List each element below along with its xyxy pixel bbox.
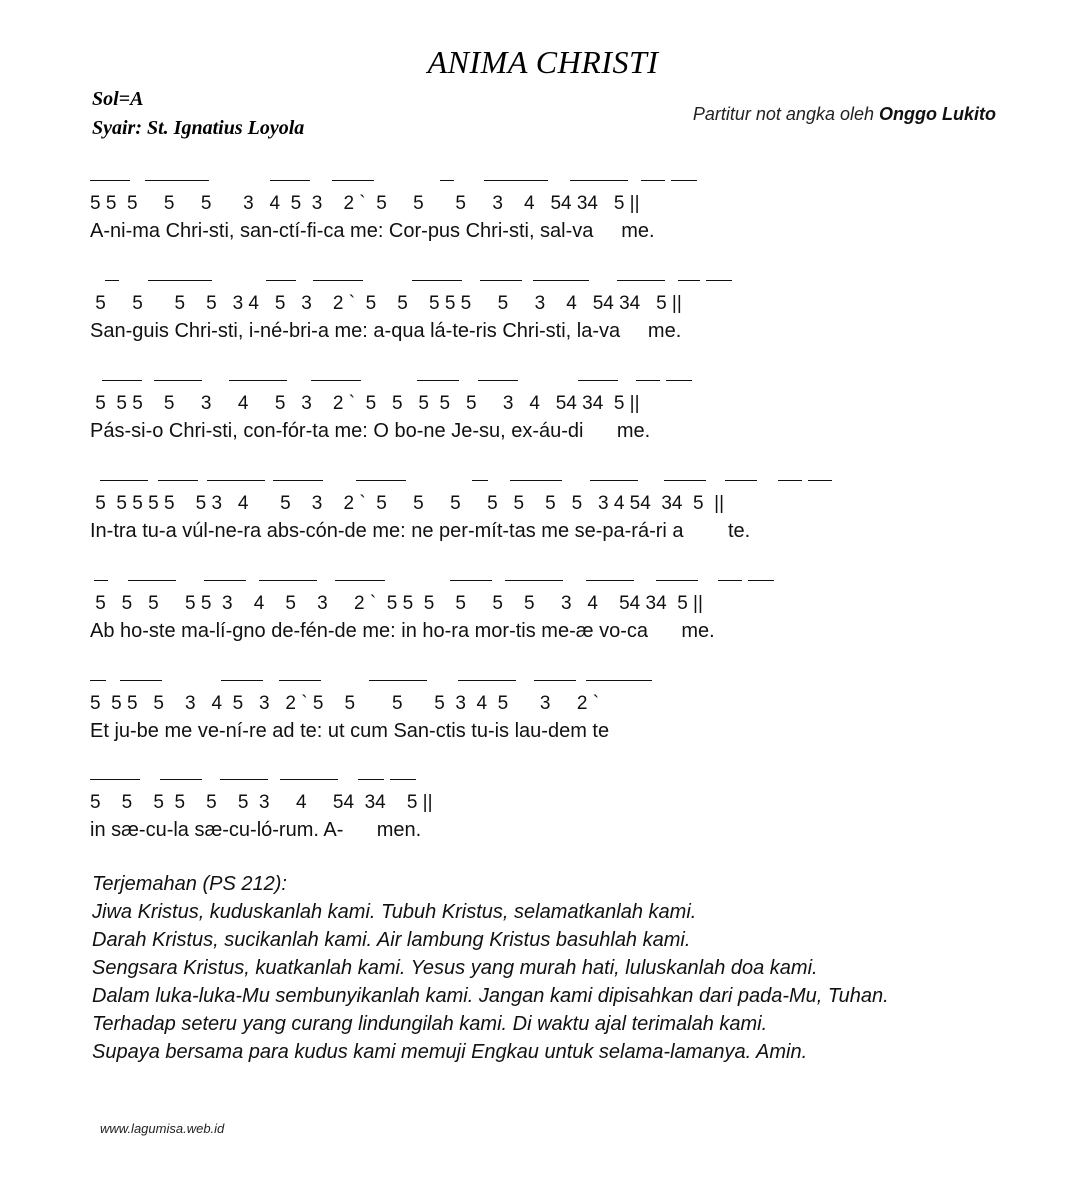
translation-line: Dalam luka-luka-Mu sembunyikanlah kami. Jangan kami dipisahkan dari pada-Mu, Tuhan. bbox=[92, 985, 889, 1007]
stanza-2 bbox=[90, 280, 1010, 344]
translation-block bbox=[92, 870, 889, 1066]
stanza-4 bbox=[90, 480, 1010, 544]
lyrics-line: San-guis Chri-sti, i-né-bri-a me: a-qua lá-te-ris Chri-sti, la-va me. bbox=[90, 320, 682, 342]
translation-line: Darah Kristus, sucikanlah kami. Air lambung Kristus basuhlah kami. bbox=[92, 929, 691, 951]
stanza-6 bbox=[90, 680, 1010, 744]
number-notation: 5 5 5 5 5 5 3 4 5 3 2 ` 5 5 5 5 5 5 5 3 4 54 34 5 || bbox=[90, 493, 725, 514]
key-signature: Sol=A bbox=[92, 88, 144, 110]
stanza-5 bbox=[90, 580, 1010, 644]
number-notation: 5 5 5 5 3 4 5 3 2 ` 5 5 5 5 5 3 4 54 34 5 || bbox=[90, 393, 640, 414]
translation-heading: Terjemahan (PS 212): bbox=[92, 873, 287, 895]
beam-lines bbox=[90, 580, 1010, 588]
lyrics-line: in sæ-cu-la sæ-cu-ló-rum. A- men. bbox=[90, 819, 422, 841]
lyrics-line: In-tra tu-a vúl-ne-ra abs-cón-de me: ne per-mít-tas me se-pa-rá-ri a te. bbox=[90, 520, 751, 542]
beam-lines bbox=[90, 680, 1010, 688]
lyrics-line: A-ni-ma Chri-sti, san-ctí-fi-ca me: Cor-pus Chri-sti, sal-va me. bbox=[90, 220, 655, 242]
number-notation: 5 5 5 5 5 3 4 5 3 2 ` 5 5 5 5 5 5 3 4 54 34 5 || bbox=[90, 593, 703, 614]
stanza-3 bbox=[90, 380, 1010, 444]
lyrics-line: Ab ho-ste ma-lí-gno de-fén-de me: in ho-ra mor-tis me-æ vo-ca me. bbox=[90, 620, 715, 642]
translation-line: Terhadap seteru yang curang lindungilah kami. Di waktu ajal terimalah kami. bbox=[92, 1013, 768, 1035]
translation-line: Jiwa Kristus, kuduskanlah kami. Tubuh Kristus, selamatkanlah kami. bbox=[92, 901, 697, 923]
number-notation: 5 5 5 5 3 4 5 3 2 ` 5 5 5 5 3 4 5 3 2 ` bbox=[90, 693, 600, 714]
credit-author: Onggo Lukito bbox=[879, 104, 996, 124]
number-notation: 5 5 5 5 5 3 4 5 3 2 ` 5 5 5 3 4 54 34 5 || bbox=[90, 193, 640, 214]
website-footer: www.lagumisa.web.id bbox=[100, 1121, 225, 1136]
stanza-1 bbox=[90, 180, 1010, 244]
beam-lines bbox=[90, 180, 1010, 188]
beam-lines bbox=[90, 480, 1010, 488]
number-notation: 5 5 5 5 5 5 3 4 54 34 5 || bbox=[90, 792, 433, 813]
number-notation: 5 5 5 5 3 4 5 3 2 ` 5 5 5 5 5 5 3 4 54 34 5 || bbox=[90, 293, 682, 314]
song-title: ANIMA CHRISTI bbox=[427, 44, 659, 80]
lyricist: Syair: St. Ignatius Loyola bbox=[92, 117, 305, 139]
credit-prefix: Partitur not angka oleh bbox=[692, 104, 874, 124]
beam-lines bbox=[90, 779, 1010, 787]
translation-line: Supaya bersama para kudus kami memuji Engkau untuk selama-lamanya. Amin. bbox=[92, 1041, 808, 1063]
translation-line: Sengsara Kristus, kuatkanlah kami. Yesus yang murah hati, luluskanlah doa kami. bbox=[92, 957, 818, 979]
beam-lines bbox=[90, 280, 1010, 288]
stanza-7 bbox=[90, 779, 1010, 843]
lyrics-line: Pás-si-o Chri-sti, con-fór-ta me: O bo-ne Je-su, ex-áu-di me. bbox=[90, 420, 651, 442]
lyrics-line: Et ju-be me ve-ní-re ad te: ut cum San-ctis tu-is lau-dem te bbox=[90, 720, 610, 742]
arranger-credit bbox=[693, 104, 996, 125]
beam-lines bbox=[90, 380, 1010, 388]
